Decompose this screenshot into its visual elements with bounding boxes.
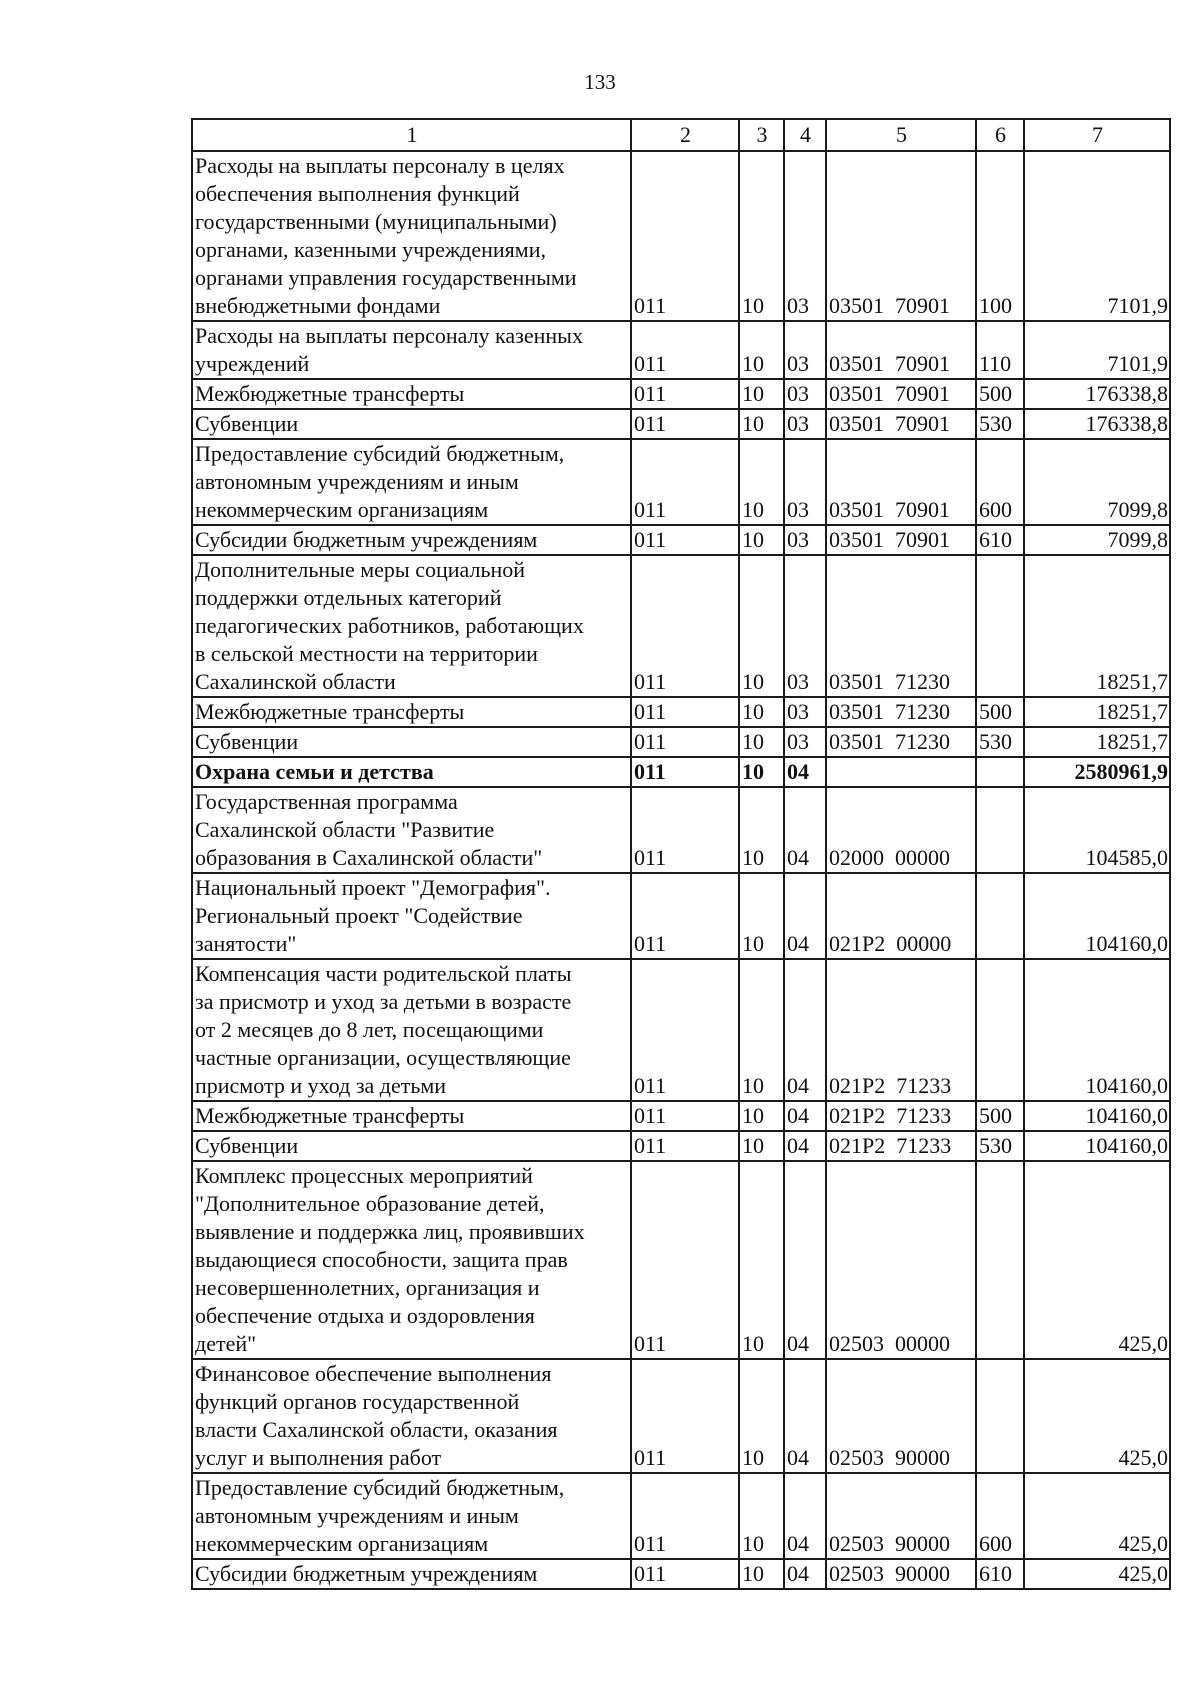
- section-code-cell: 10: [739, 1359, 784, 1473]
- table-row: [192, 959, 1170, 1101]
- expense-type-cell: [976, 787, 1024, 873]
- table-row: [192, 525, 1170, 555]
- section-code-cell: 10: [739, 959, 784, 1101]
- target-article-cell: 02000 00000: [826, 787, 976, 873]
- amount-cell: 104585,0: [1024, 787, 1170, 873]
- amount-cell: 176338,8: [1024, 409, 1170, 439]
- table-row: [192, 697, 1170, 727]
- table-row: [192, 321, 1170, 379]
- section-code-cell: 10: [739, 525, 784, 555]
- ministry-code-cell: 011: [631, 959, 739, 1101]
- table-row: [192, 1131, 1170, 1161]
- subsection-code-cell: 04: [784, 873, 826, 959]
- table-row: [192, 151, 1170, 321]
- ministry-code-cell: 011: [631, 321, 739, 379]
- subsection-code-cell: 03: [784, 439, 826, 525]
- expense-type-cell: 530: [976, 1131, 1024, 1161]
- table-row: [192, 555, 1170, 697]
- table-row: [192, 873, 1170, 959]
- amount-cell: 104160,0: [1024, 1101, 1170, 1131]
- target-article-cell: 03501 70901: [826, 321, 976, 379]
- section-code-cell: 10: [739, 1473, 784, 1559]
- subsection-code-cell: 03: [784, 697, 826, 727]
- section-code-cell: 10: [739, 1131, 784, 1161]
- subsection-code-cell: 03: [784, 555, 826, 697]
- section-code-cell: 10: [739, 321, 784, 379]
- expense-type-cell: 530: [976, 727, 1024, 757]
- amount-cell: 425,0: [1024, 1473, 1170, 1559]
- subsection-code-cell: 03: [784, 525, 826, 555]
- section-code-cell: 10: [739, 873, 784, 959]
- table-row: [192, 1101, 1170, 1131]
- table-row: [192, 787, 1170, 873]
- expense-type-cell: 500: [976, 697, 1024, 727]
- amount-cell: 7099,8: [1024, 439, 1170, 525]
- budget-table: [191, 118, 1171, 1590]
- column-header: 7: [1024, 119, 1170, 151]
- ministry-code-cell: 011: [631, 439, 739, 525]
- expense-type-cell: 610: [976, 525, 1024, 555]
- target-article-cell: 03501 70901: [826, 409, 976, 439]
- amount-cell: 18251,7: [1024, 555, 1170, 697]
- expense-type-cell: 110: [976, 321, 1024, 379]
- table-row: [192, 1161, 1170, 1359]
- table-row: [192, 409, 1170, 439]
- expense-name-cell: Финансовое обеспечение выполнения функций органов государственной власти Сахалинской области, оказания услуг и выполнения работ: [192, 1359, 631, 1473]
- expense-type-cell: 500: [976, 1101, 1024, 1131]
- subsection-code-cell: 04: [784, 1131, 826, 1161]
- column-header: 4: [784, 119, 826, 151]
- amount-cell: 425,0: [1024, 1559, 1170, 1589]
- table-row: [192, 1473, 1170, 1559]
- column-header: 5: [826, 119, 976, 151]
- subsection-code-cell: 04: [784, 1101, 826, 1131]
- expense-name-cell: Национальный проект "Демография". Региональный проект "Содействие занятости": [192, 873, 631, 959]
- amount-cell: 2580961,9: [1024, 757, 1170, 787]
- subsection-code-cell: 03: [784, 379, 826, 409]
- column-header: 3: [739, 119, 784, 151]
- table-row: [192, 1359, 1170, 1473]
- target-article-cell: 03501 71230: [826, 697, 976, 727]
- expense-name-cell: Межбюджетные трансферты: [192, 1101, 631, 1131]
- subsection-code-cell: 03: [784, 727, 826, 757]
- section-code-cell: 10: [739, 555, 784, 697]
- expense-name-cell: Компенсация части родительской платы за присмотр и уход за детьми в возрасте от 2 месяцев до 8 лет, посещающими частные организации, осуществляющие присмотр и уход за детьми: [192, 959, 631, 1101]
- expense-type-cell: [976, 873, 1024, 959]
- section-code-cell: 10: [739, 379, 784, 409]
- ministry-code-cell: 011: [631, 1161, 739, 1359]
- amount-cell: 104160,0: [1024, 1131, 1170, 1161]
- section-code-cell: 10: [739, 1101, 784, 1131]
- subsection-code-cell: 04: [784, 787, 826, 873]
- ministry-code-cell: 011: [631, 873, 739, 959]
- expense-name-cell: Расходы на выплаты персоналу казенных учреждений: [192, 321, 631, 379]
- expense-name-cell: Государственная программа Сахалинской области "Развитие образования в Сахалинской области": [192, 787, 631, 873]
- ministry-code-cell: 011: [631, 1559, 739, 1589]
- section-code-cell: 10: [739, 1161, 784, 1359]
- amount-cell: 7101,9: [1024, 321, 1170, 379]
- subsection-code-cell: 04: [784, 757, 826, 787]
- subsection-code-cell: 04: [784, 1161, 826, 1359]
- subsection-code-cell: 03: [784, 409, 826, 439]
- ministry-code-cell: 011: [631, 757, 739, 787]
- expense-type-cell: 600: [976, 1473, 1024, 1559]
- table-header-row: [192, 119, 1170, 151]
- target-article-cell: 02503 90000: [826, 1559, 976, 1589]
- ministry-code-cell: 011: [631, 555, 739, 697]
- target-article-cell: 021P2 71233: [826, 1101, 976, 1131]
- section-code-cell: 10: [739, 1559, 784, 1589]
- target-article-cell: 03501 70901: [826, 525, 976, 555]
- subsection-code-cell: 04: [784, 1473, 826, 1559]
- target-article-cell: 02503 90000: [826, 1473, 976, 1559]
- section-code-cell: 10: [739, 697, 784, 727]
- table-row: [192, 439, 1170, 525]
- section-code-cell: 10: [739, 727, 784, 757]
- subsection-code-cell: 04: [784, 1359, 826, 1473]
- ministry-code-cell: 011: [631, 151, 739, 321]
- expense-type-cell: 500: [976, 379, 1024, 409]
- amount-cell: 425,0: [1024, 1161, 1170, 1359]
- section-code-cell: 10: [739, 757, 784, 787]
- amount-cell: 7101,9: [1024, 151, 1170, 321]
- subsection-code-cell: 03: [784, 321, 826, 379]
- table-row: [192, 757, 1170, 787]
- expense-type-cell: [976, 757, 1024, 787]
- ministry-code-cell: 011: [631, 1359, 739, 1473]
- ministry-code-cell: 011: [631, 727, 739, 757]
- ministry-code-cell: 011: [631, 787, 739, 873]
- amount-cell: 104160,0: [1024, 959, 1170, 1101]
- subsection-code-cell: 03: [784, 151, 826, 321]
- target-article-cell: 03501 71230: [826, 727, 976, 757]
- target-article-cell: 03501 70901: [826, 379, 976, 409]
- amount-cell: 104160,0: [1024, 873, 1170, 959]
- expense-name-cell: Предоставление субсидий бюджетным, автономным учреждениям и иным некоммерческим организациям: [192, 1473, 631, 1559]
- expense-type-cell: 530: [976, 409, 1024, 439]
- ministry-code-cell: 011: [631, 525, 739, 555]
- target-article-cell: 02503 90000: [826, 1359, 976, 1473]
- expense-name-cell: Предоставление субсидий бюджетным, автономным учреждениям и иным некоммерческим организациям: [192, 439, 631, 525]
- expense-name-cell: Субвенции: [192, 727, 631, 757]
- page-number: 133: [584, 70, 616, 94]
- expense-name-cell: Комплекс процессных мероприятий "Дополнительное образование детей, выявление и поддержка лиц, проявивших выдающиеся способности, защита прав несовершеннолетних, организация и обеспечение отдыха и оздоровления детей": [192, 1161, 631, 1359]
- expense-type-cell: 600: [976, 439, 1024, 525]
- amount-cell: 425,0: [1024, 1359, 1170, 1473]
- section-code-cell: 10: [739, 439, 784, 525]
- target-article-cell: 02503 00000: [826, 1161, 976, 1359]
- column-header: 6: [976, 119, 1024, 151]
- target-article-cell: [826, 757, 976, 787]
- amount-cell: 176338,8: [1024, 379, 1170, 409]
- expense-type-cell: [976, 555, 1024, 697]
- expense-name-cell: Субвенции: [192, 409, 631, 439]
- target-article-cell: 03501 70901: [826, 439, 976, 525]
- expense-name-cell: Субвенции: [192, 1131, 631, 1161]
- ministry-code-cell: 011: [631, 1101, 739, 1131]
- ministry-code-cell: 011: [631, 379, 739, 409]
- amount-cell: 18251,7: [1024, 727, 1170, 757]
- target-article-cell: 021P2 71233: [826, 1131, 976, 1161]
- section-code-cell: 10: [739, 787, 784, 873]
- amount-cell: 18251,7: [1024, 697, 1170, 727]
- expense-type-cell: [976, 959, 1024, 1101]
- column-header: 2: [631, 119, 739, 151]
- expense-type-cell: [976, 1359, 1024, 1473]
- target-article-cell: 03501 70901: [826, 151, 976, 321]
- table-row: [192, 379, 1170, 409]
- ministry-code-cell: 011: [631, 1473, 739, 1559]
- expense-name-cell: Межбюджетные трансферты: [192, 379, 631, 409]
- expense-name-cell: Охрана семьи и детства: [192, 757, 631, 787]
- ministry-code-cell: 011: [631, 697, 739, 727]
- column-header: 1: [192, 119, 631, 151]
- table-row: [192, 1559, 1170, 1589]
- subsection-code-cell: 04: [784, 959, 826, 1101]
- expense-name-cell: Межбюджетные трансферты: [192, 697, 631, 727]
- expense-name-cell: Расходы на выплаты персоналу в целях обеспечения выполнения функций государственными (муниципальными) органами, казенными учреждениями, органами управления государственными внебюджетными фондами: [192, 151, 631, 321]
- expense-name-cell: Дополнительные меры социальной поддержки отдельных категорий педагогических работников, работающих в сельской местности на территории Сахалинской области: [192, 555, 631, 697]
- expense-type-cell: 100: [976, 151, 1024, 321]
- target-article-cell: 03501 71230: [826, 555, 976, 697]
- target-article-cell: 021P2 71233: [826, 959, 976, 1101]
- section-code-cell: 10: [739, 151, 784, 321]
- section-code-cell: 10: [739, 409, 784, 439]
- table-row: [192, 727, 1170, 757]
- expense-name-cell: Субсидии бюджетным учреждениям: [192, 1559, 631, 1589]
- expense-name-cell: Субсидии бюджетным учреждениям: [192, 525, 631, 555]
- amount-cell: 7099,8: [1024, 525, 1170, 555]
- ministry-code-cell: 011: [631, 409, 739, 439]
- subsection-code-cell: 04: [784, 1559, 826, 1589]
- expense-type-cell: [976, 1161, 1024, 1359]
- expense-type-cell: 610: [976, 1559, 1024, 1589]
- ministry-code-cell: 011: [631, 1131, 739, 1161]
- target-article-cell: 021P2 00000: [826, 873, 976, 959]
